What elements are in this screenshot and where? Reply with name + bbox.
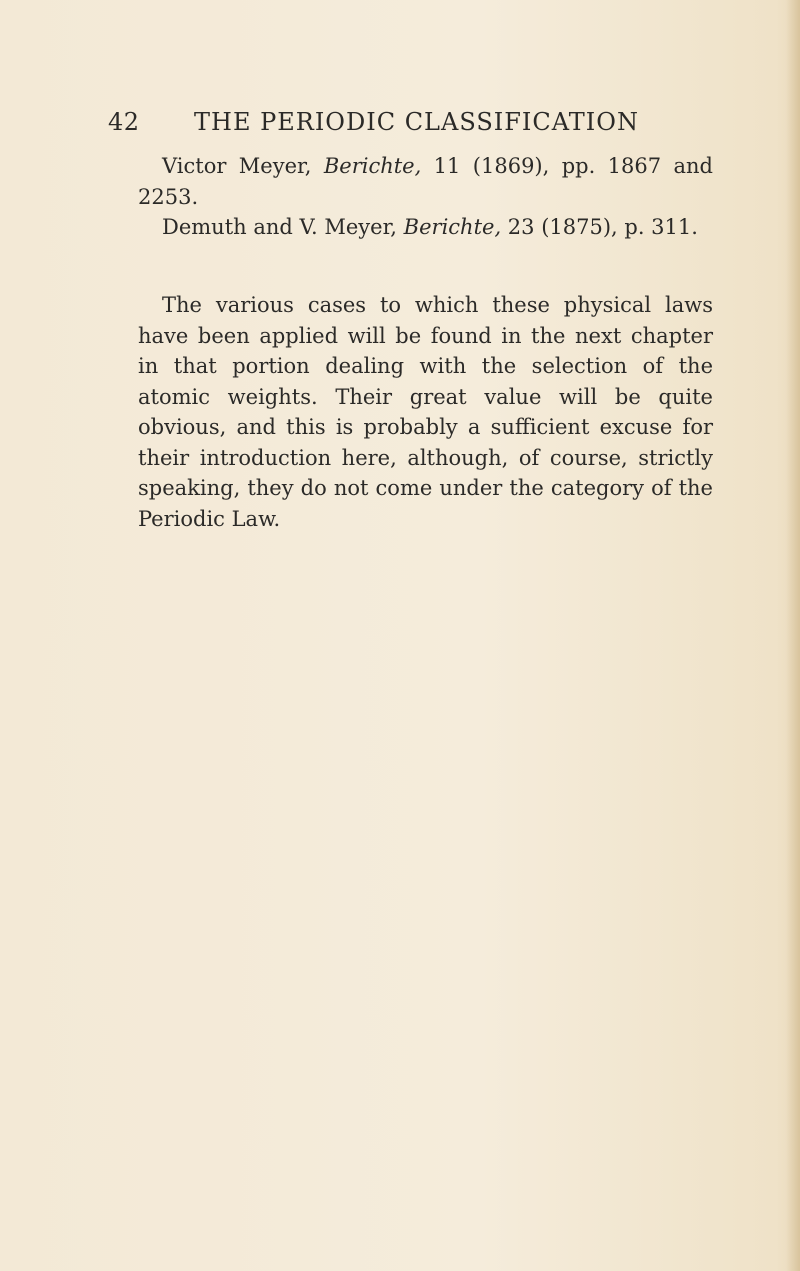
body-paragraph: The various cases to which these physical laws have been applied will be found in the next chapter in that portion dealing with the selection of the atomic weights. Their great value will be quite obvious, and this is probably a sufficient excuse for their introduction here, although, of course, strictly speaking, they do not come under the category of the Periodic Law.: [138, 293, 713, 531]
reference-2-details: 23 (1875), p. 311.: [501, 215, 698, 239]
reference-2-authors: Demuth and V. Meyer,: [162, 215, 397, 239]
reference-1: [138, 151, 713, 212]
reference-2: [138, 212, 737, 243]
reference-1-details: 11 (1869), pp. 1867 and: [421, 154, 713, 178]
reference-1-line-2: 2253.: [138, 184, 199, 209]
page-edge-shadow: [786, 0, 800, 1271]
running-head: [108, 108, 668, 136]
page-number: 42: [108, 108, 140, 136]
reference-1-journal: Berichte,: [323, 154, 422, 178]
reference-2-journal: Berichte,: [403, 215, 502, 239]
reference-1-line-1: [138, 151, 713, 182]
running-title: THE PERIODIC CLASSIFICATION: [194, 108, 639, 136]
reference-1-authors: Victor Meyer,: [162, 154, 312, 178]
